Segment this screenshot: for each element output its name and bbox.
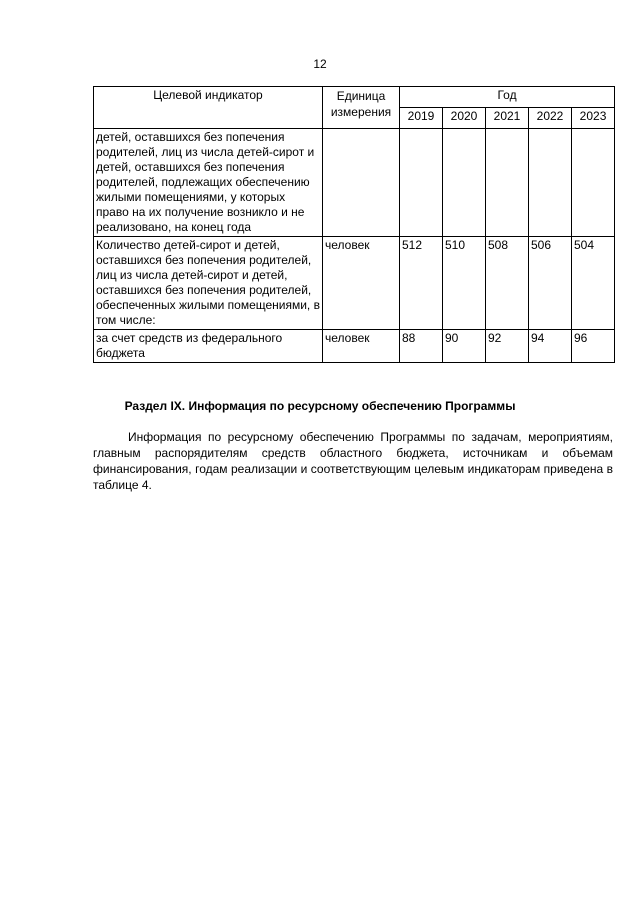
value-cell-2020 (443, 129, 486, 237)
table-row (94, 129, 615, 237)
value-cell-2023 (572, 129, 615, 237)
value-cell-2021 (486, 129, 529, 237)
header-year-group: Год (400, 87, 615, 108)
header-year-2022: 2022 (529, 108, 572, 129)
unit-cell: человек (323, 237, 400, 330)
indicator-cell: детей, оставшихся без попечения родителей, лиц из числа детей-сирот и детей, оставшихся без попечения родителей, подлежащих обеспечению жилыми помещениями, у которых право на их получение возникло и не реализовано, на конец года (94, 129, 323, 237)
value-cell-2019 (400, 129, 443, 237)
indicator-table (93, 86, 615, 363)
header-year-2020: 2020 (443, 108, 486, 129)
header-unit: Единица измерения (323, 87, 400, 129)
value-cell-2021: 92 (486, 330, 529, 363)
section-title: Раздел IX. Информация по ресурсному обеспечению Программы (124, 399, 516, 413)
body-paragraph: Информация по ресурсному обеспечению Программы по задачам, мероприятиям, главным распорядителям средств областного бюджета, источникам и объемам финансирования, годам реализации и соответствующим целевым индикаторам приведена в таблице 4. (93, 430, 613, 492)
value-cell-2021: 508 (486, 237, 529, 330)
header-year-2023: 2023 (572, 108, 615, 129)
value-cell-2022: 506 (529, 237, 572, 330)
value-cell-2022 (529, 129, 572, 237)
value-cell-2019: 512 (400, 237, 443, 330)
header-year-2019: 2019 (400, 108, 443, 129)
unit-cell (323, 129, 400, 237)
unit-cell: человек (323, 330, 400, 363)
table-row (94, 237, 615, 330)
value-cell-2023: 504 (572, 237, 615, 330)
value-cell-2022: 94 (529, 330, 572, 363)
header-indicator: Целевой индикатор (94, 87, 323, 129)
indicator-cell: за счет средств из федерального бюджета (94, 330, 323, 363)
table-row (94, 330, 615, 363)
header-year-2021: 2021 (486, 108, 529, 129)
value-cell-2020: 90 (443, 330, 486, 363)
value-cell-2020: 510 (443, 237, 486, 330)
value-cell-2019: 88 (400, 330, 443, 363)
indicator-cell: Количество детей-сирот и детей, оставшихся без попечения родителей, лиц из числа детей-сирот и детей, оставшихся без попечения родителей, обеспеченных жилыми помещениями, в том числе: (94, 237, 323, 330)
page-number: 12 (313, 57, 327, 71)
value-cell-2023: 96 (572, 330, 615, 363)
